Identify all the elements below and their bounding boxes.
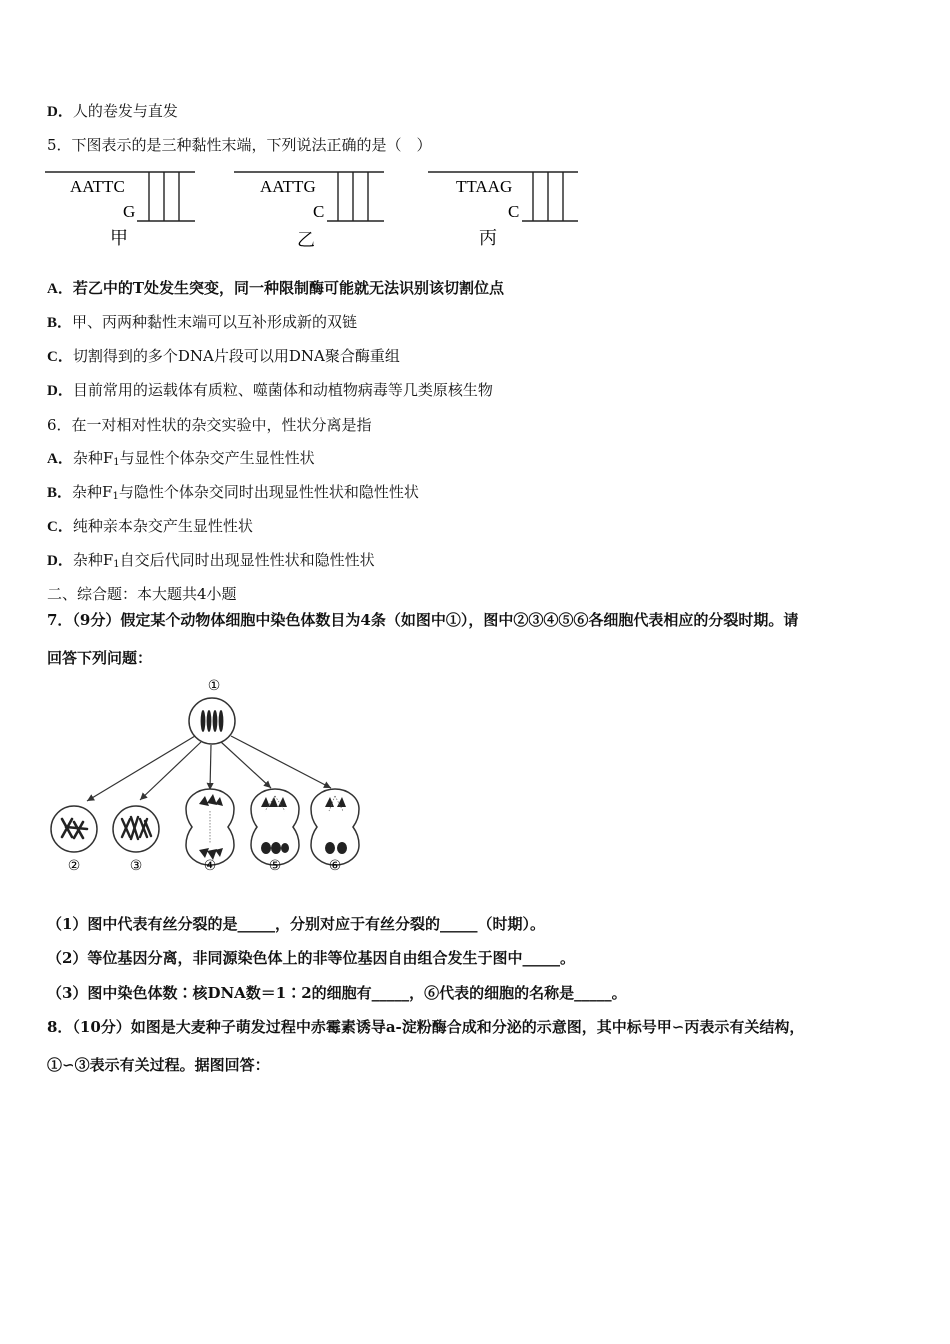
panel-bing-label: 丙 <box>479 228 497 249</box>
q5-option-a: A．若乙中的T处发生突变，同一种限制酶可能就无法识别该切割位点 <box>47 279 505 297</box>
q7-sub2: （2）等位基因分离，非同源染色体上的非等位基因自由组合发生于图中_____。 <box>47 949 575 967</box>
panel-bing-top: TTAAG <box>456 177 513 196</box>
panel-yi-top: AATTG <box>260 177 316 196</box>
q5-option-c: C．切割得到的多个DNA片段可以用DNA聚合酶重组 <box>47 347 400 365</box>
cell-2-label: ② <box>67 858 81 874</box>
q7-stem-line2: 回答下列问题： <box>47 649 153 667</box>
q7-sub1: （1）图中代表有丝分裂的是_____，分别对应于有丝分裂的_____（时期）。 <box>47 915 545 933</box>
cell-6-label: ⑥ <box>328 858 342 874</box>
section-2-title: 二、综合题：本大题共4小题 <box>47 585 237 603</box>
q5-option-b: B．甲、丙两种黏性末端可以互补形成新的双链 <box>47 313 358 331</box>
panel-jia-label: 甲 <box>110 228 128 249</box>
panel-jia-top: AATTC <box>70 177 125 196</box>
cell-1-label: ① <box>207 678 221 694</box>
q5-option-d: D．目前常用的运载体有质粒、噬菌体和动植物病毒等几类原核生物 <box>47 381 493 399</box>
q7-stem-line1: 7．（9分）假定某个动物体细胞中染色体数目为4条（如图中①），图中②③④⑤⑥各细胞代表相应的分裂时期。请 <box>47 611 799 629</box>
cell-division-figure <box>45 676 375 876</box>
panel-yi-label: 乙 <box>297 230 315 251</box>
panel-yi <box>234 172 384 251</box>
cell-1 <box>189 698 235 744</box>
panel-jia <box>45 172 195 249</box>
q7-sub3: （3）图中染色体数∶核DNA数＝1∶2的细胞有_____，⑥代表的细胞的名称是_____。 <box>47 984 627 1002</box>
panel-bing <box>428 172 578 249</box>
cell-3-label: ③ <box>129 858 143 874</box>
sticky-ends-figure <box>45 168 585 252</box>
q6-option-c: C．纯种亲本杂交产生显性性状 <box>47 517 253 535</box>
q8-stem-line2: ①∽③表示有关过程。据图回答： <box>47 1056 270 1074</box>
panel-bing-bottom: C <box>508 202 520 221</box>
q8-stem-line1: 8．（10分）如图是大麦种子萌发过程中赤霉素诱导a-淀粉酶合成和分泌的示意图，其中标号甲∽丙表示有关结构， <box>47 1018 805 1036</box>
cell-6 <box>311 789 359 865</box>
cell-4-label: ④ <box>203 858 217 874</box>
panel-yi-bottom: C <box>313 202 325 221</box>
q6-option-d: D．杂种$F_1$自交后代同时出现显性性状和隐性性状 <box>47 551 375 570</box>
q6-stem: 6．在一对相对性状的杂交实验中，性状分离是指 <box>47 416 372 434</box>
q6-option-a: A．杂种$F_1$与显性个体杂交产生显性性状 <box>47 449 315 468</box>
cell-5-label: ⑤ <box>268 858 282 874</box>
panel-jia-bottom: G <box>123 202 136 221</box>
q4-option-d: D．人的卷发与直发 <box>47 102 178 120</box>
q6-option-b: B．杂种$F_1$与隐性个体杂交同时出现显性性状和隐性性状 <box>47 483 419 502</box>
q5-stem: 5．下图表示的是三种黏性末端，下列说法正确的是（ ） <box>47 136 432 154</box>
